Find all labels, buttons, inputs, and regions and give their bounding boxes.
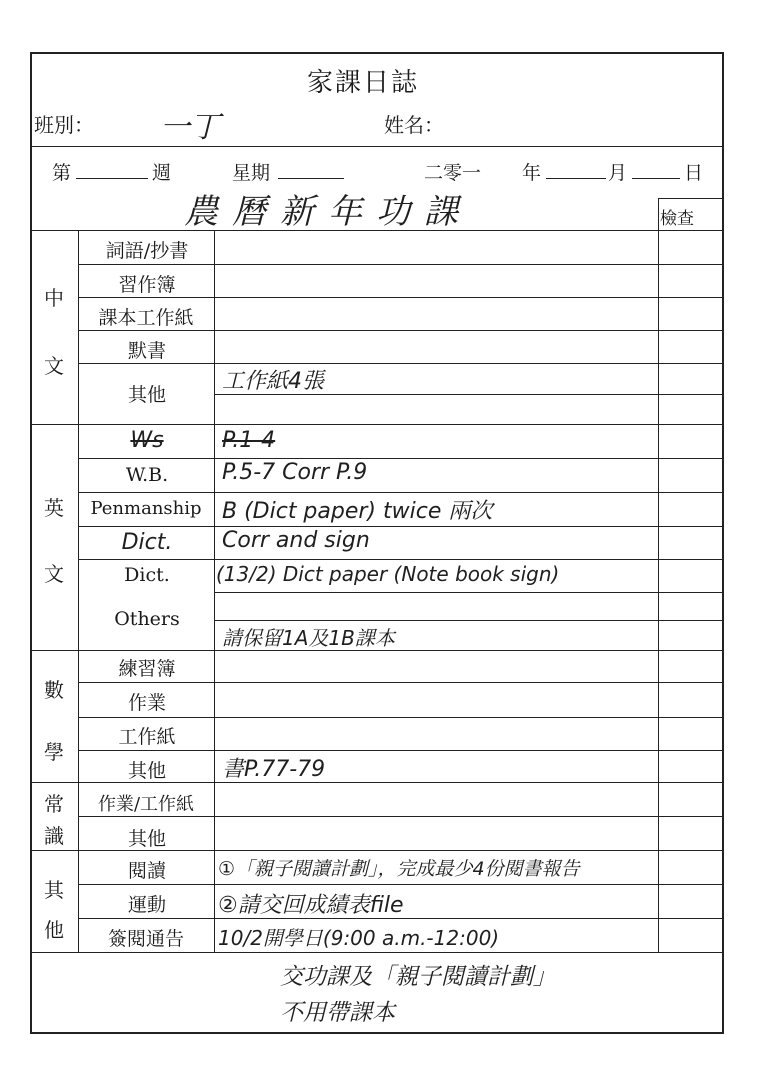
week-suffix: 週: [152, 162, 172, 184]
others-row-label: 簽閱通告: [107, 928, 184, 950]
chinese-row-label: 默書: [127, 340, 166, 362]
class-label: 班別：: [34, 113, 94, 137]
english-others-entry: 請保留1A及1B課本: [222, 626, 395, 650]
math-other-entry: 書P.77-79: [222, 757, 326, 782]
day-blank: [632, 160, 680, 179]
weekday-label: 星期: [232, 162, 271, 184]
general-row-label: 其他: [127, 828, 166, 850]
subject-general-bottom: 識: [44, 824, 64, 848]
english-row-label: Penmanship: [90, 498, 202, 519]
subject-others-bottom: 他: [44, 918, 64, 942]
year-label: 年: [522, 162, 542, 184]
subject-others-top: 其: [44, 878, 64, 902]
month-label: 月: [608, 162, 628, 184]
chinese-row-label: 其他: [127, 384, 166, 406]
day-label: 日: [684, 162, 704, 184]
subject-math-top: 數: [44, 678, 64, 702]
subject-chinese-top: 中: [44, 286, 64, 310]
class-value: 一丁: [160, 110, 220, 145]
math-row-label: 作業: [127, 692, 166, 714]
weekday-blank: [278, 160, 344, 179]
others-reading-entry: ①「親子閱讀計劃」，完成最少4份閱書報告: [218, 858, 580, 880]
math-row-label: 練習簿: [118, 658, 176, 680]
subject-general-top: 常: [44, 792, 64, 816]
english-ws-entry: P.1-4: [222, 428, 276, 453]
page-title: 家課日誌: [307, 68, 420, 98]
others-sport-entry: ②請交回成績表file: [218, 893, 404, 918]
math-row-label: 其他: [127, 760, 166, 782]
english-row-label: W.B.: [125, 464, 169, 486]
homework-diary-sheet: [30, 52, 724, 1034]
others-row-label: 運動: [127, 894, 166, 916]
english-row-label: Dict.: [121, 530, 173, 555]
others-notice-entry: 10/2開學日(9:00 a.m.-12:00): [218, 926, 500, 950]
chinese-row-label: 詞語/抄書: [105, 240, 189, 262]
footer-note-line2: 不用帶課本: [280, 1000, 395, 1026]
subject-english-bottom: 文: [44, 562, 64, 586]
english-penmanship-entry: B (Dict paper) twice 兩次: [222, 499, 493, 524]
name-label: 姓名：: [384, 113, 444, 137]
english-row-label: Ws: [130, 428, 164, 453]
footer-note-line1: 交功課及「親子閱讀計劃」: [280, 964, 556, 990]
chinese-other-entry: 工作紙4張: [222, 369, 324, 394]
english-row-label: Others: [114, 608, 180, 630]
general-row-label: 作業/工作紙: [97, 794, 195, 815]
chinese-row-label: 課本工作紙: [98, 307, 194, 329]
week-prefix: 第: [52, 162, 72, 184]
subject-math-bottom: 學: [44, 740, 64, 764]
check-column-label: 檢查: [660, 209, 694, 229]
english-row-label: Dict.: [124, 564, 170, 586]
week-blank: [76, 160, 148, 179]
others-row-label: 閱讀: [127, 860, 166, 882]
year-prefix: 二零一: [424, 162, 482, 184]
english-dict-entry: (13/2) Dict paper (Note book sign): [216, 562, 560, 586]
month-blank: [546, 160, 606, 179]
english-dict-entry: Corr and sign: [222, 528, 370, 553]
math-row-label: 工作紙: [118, 726, 176, 748]
english-wb-entry: P.5-7 Corr P.9: [222, 460, 368, 485]
subject-english-top: 英: [44, 496, 64, 520]
chinese-row-label: 習作簿: [118, 274, 176, 296]
holiday-homework-heading: 農曆新年功課: [184, 192, 472, 232]
subject-chinese-bottom: 文: [44, 354, 64, 378]
